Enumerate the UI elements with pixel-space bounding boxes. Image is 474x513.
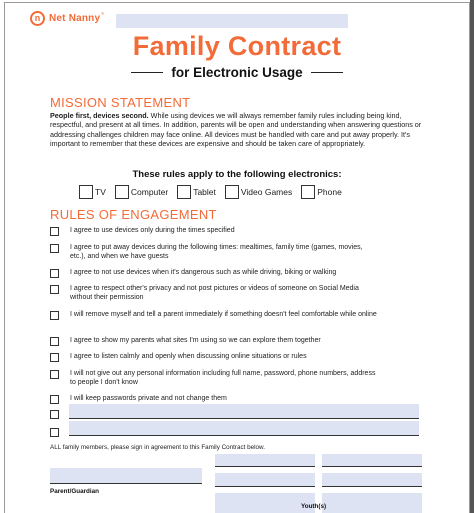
device-label: Phone xyxy=(317,187,342,197)
page-title: Family Contract xyxy=(132,31,342,61)
custom-rule-field[interactable] xyxy=(69,421,419,436)
rule-item xyxy=(50,226,380,236)
rule-text: I agree to listen calmly and openly when discussing online situations or rules xyxy=(70,353,307,360)
name-field[interactable] xyxy=(116,14,348,28)
rule-text: I agree to not use devices when it's dangerous such as while driving, biking or walking xyxy=(70,269,337,276)
subtitle-rule-left xyxy=(131,72,163,74)
rule-item xyxy=(50,394,380,404)
subtitle-rule-right xyxy=(311,72,343,74)
rule-text: I agree to show my parents what sites I'm using so we can explore them together xyxy=(70,337,321,344)
youth-signature-field[interactable] xyxy=(215,493,315,513)
mission-heading: MISSION STATEMENT xyxy=(50,95,191,110)
rule-text: I agree to respect other's privacy and not post pictures or videos of someone on Social Media without their permission xyxy=(70,285,359,302)
youth-signature-field[interactable] xyxy=(215,473,315,487)
device-label: Video Games xyxy=(240,187,293,197)
device-checkbox[interactable] xyxy=(115,185,129,199)
rule-checkbox[interactable] xyxy=(50,269,59,278)
rule-item xyxy=(50,243,380,261)
device-label: Tablet xyxy=(193,187,216,197)
device-checkbox[interactable] xyxy=(177,185,191,199)
mission-lead: People first, devices second. xyxy=(50,111,149,120)
subtitle-row xyxy=(0,65,474,80)
device-option-phone[interactable] xyxy=(301,185,342,199)
rule-text: I agree to use devices only during the times specified xyxy=(70,227,235,234)
rule-text: I agree to put away devices during the following times: mealtimes, family time (games, movies, etc.), and when we have guests xyxy=(70,244,363,261)
rule-checkbox[interactable] xyxy=(50,410,59,419)
brand-name: Net Nanny xyxy=(49,13,101,24)
mission-body: While using devices we will always remember family rules including being kind, respectful, and present at all times. In addition, parents will be open and understanding when answering questions or addressing challenges children may face online. All devices must be handled with care and put away properly. It's important to remember that these devices are expensive and should be taken care of appropriately. xyxy=(50,111,422,149)
rule-checkbox[interactable] xyxy=(50,244,59,253)
rule-item xyxy=(50,268,380,278)
device-option-computer[interactable] xyxy=(115,185,168,199)
brand-logo xyxy=(30,11,104,26)
parent-signature-field[interactable] xyxy=(50,468,202,484)
device-checklist xyxy=(79,185,351,199)
youth-signature-field[interactable] xyxy=(322,454,422,467)
rule-item xyxy=(50,284,380,302)
device-checkbox[interactable] xyxy=(225,185,239,199)
net-nanny-logo-icon: n xyxy=(30,11,45,26)
rule-item xyxy=(50,369,380,387)
rule-checkbox[interactable] xyxy=(50,311,59,320)
rule-checkbox[interactable] xyxy=(50,285,59,294)
device-checkbox[interactable] xyxy=(79,185,93,199)
custom-rule-field[interactable] xyxy=(69,404,419,419)
rule-checkbox[interactable] xyxy=(50,428,59,437)
device-label: TV xyxy=(95,187,106,197)
mission-statement xyxy=(50,111,426,149)
page-subtitle: for Electronic Usage xyxy=(171,65,303,80)
youth-signature-field[interactable] xyxy=(322,473,422,487)
parent-signature-label: Parent/Guardian xyxy=(50,488,99,495)
signature-note: ALL family members, please sign in agreement to this Family Contract below. xyxy=(50,444,266,451)
rule-checkbox[interactable] xyxy=(50,370,59,379)
brand-trademark: ® xyxy=(101,11,105,16)
device-option-video-games[interactable] xyxy=(225,185,292,199)
device-option-tv[interactable] xyxy=(79,185,106,199)
rule-text: I will keep passwords private and not change them xyxy=(70,395,227,402)
device-option-tablet[interactable] xyxy=(177,185,216,199)
device-label: Computer xyxy=(130,187,169,197)
engagement-heading: RULES OF ENGAGEMENT xyxy=(50,207,217,222)
youth-signature-label: Youth(s) xyxy=(301,503,327,510)
electronics-title: These rules apply to the following electronics: xyxy=(132,169,342,180)
rule-checkbox[interactable] xyxy=(50,337,59,346)
rule-text: I will remove myself and tell a parent immediately if something doesn't feel comfortable while online xyxy=(70,311,377,318)
rule-checkbox[interactable] xyxy=(50,227,59,236)
youth-signature-field[interactable] xyxy=(215,454,315,467)
rule-item xyxy=(50,336,380,346)
device-checkbox[interactable] xyxy=(301,185,315,199)
rule-item xyxy=(50,352,380,362)
rule-text: I will not give out any personal information including full name, password, phone numbers, address to people I don't know xyxy=(70,370,376,387)
youth-signature-field[interactable] xyxy=(322,493,422,513)
rule-checkbox[interactable] xyxy=(50,353,59,362)
rule-item xyxy=(50,310,380,320)
rule-checkbox[interactable] xyxy=(50,395,59,404)
